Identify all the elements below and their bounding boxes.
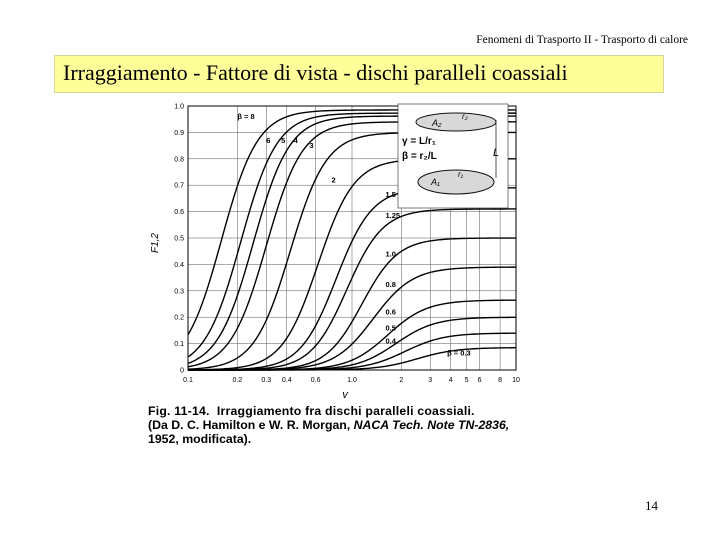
x-tick-label: 0.3: [261, 377, 272, 384]
caption-source: (Da D. C. Hamilton e W. R. Morgan,: [148, 418, 354, 432]
y-tick-label: 0.1: [174, 341, 184, 349]
label-a1: A₁: [431, 177, 440, 187]
x-tick-label: 0.1: [183, 377, 193, 384]
curve-label: 3: [309, 141, 314, 151]
caption-title: Irraggiamento fra dischi paralleli coassiali.: [216, 404, 475, 418]
caption-source-italic: NACA Tech. Note TN-2836,: [353, 418, 510, 432]
curve-label: β = 8: [237, 112, 255, 122]
eq-beta: β = r₂/L: [402, 151, 437, 162]
curve-label: 0.5: [385, 323, 396, 333]
x-tick-label: 6: [477, 377, 482, 384]
x-tick-label: 4: [448, 377, 453, 384]
y-tick-label: 0.7: [174, 182, 184, 190]
figure: [140, 98, 540, 398]
x-tick-label: 0.6: [310, 377, 321, 384]
label-r2: r₂: [462, 112, 468, 121]
x-tick-label: 5: [464, 377, 469, 384]
curve-label: 1.5: [385, 190, 396, 200]
y-axis-label: F1,2: [150, 232, 161, 254]
curve-label: 6: [266, 135, 271, 145]
caption-source-end: 1952, modificata).: [148, 432, 252, 446]
eq-gamma: γ = L/r₁: [402, 136, 436, 147]
x-tick-label: 10: [512, 377, 520, 384]
x-tick-label: 8: [498, 377, 503, 384]
x-axis-label: γ: [342, 389, 348, 398]
curve-label: 5: [281, 135, 286, 145]
y-tick-label: 0.4: [174, 261, 184, 269]
page-number: 14: [645, 498, 658, 513]
caption-label: Fig. 11-14.: [148, 404, 210, 418]
slide-title: Irraggiamento - Fattore di vista - dischi paralleli coassiali: [63, 60, 568, 85]
y-tick-label: 1.0: [174, 103, 184, 111]
label-a2: A₂: [432, 118, 442, 128]
disk-a2-shape: [416, 113, 496, 131]
title-bar: [54, 55, 664, 93]
y-tick-label: 0.6: [174, 209, 184, 217]
x-tick-label: 0.4: [281, 377, 292, 384]
figure-caption: [148, 404, 548, 446]
label-r1: r₁: [458, 170, 464, 179]
curve-label: 1.25: [385, 211, 401, 221]
y-tick-label: 0.9: [174, 129, 184, 137]
curve-label: 0.4: [385, 336, 396, 346]
curve-label: 1.0: [385, 249, 396, 259]
label-l: L: [493, 147, 500, 159]
y-tick-label: 0.2: [174, 314, 184, 322]
x-tick-label: 2: [399, 377, 404, 384]
x-tick-label: 0.2: [232, 377, 243, 384]
curve-label: 4: [293, 135, 298, 145]
y-tick-label: 0.5: [174, 235, 184, 243]
x-tick-label: 3: [428, 377, 433, 384]
curve-label: 0.8: [385, 279, 396, 289]
inset-diagram: [398, 104, 508, 208]
course-header: Fenomeni di Trasporto II - Trasporto di calore: [476, 34, 688, 46]
curve-label: β = 0.3: [447, 348, 471, 358]
disk-a1-shape: [418, 170, 494, 194]
curve-label: 2: [331, 175, 336, 185]
x-tick-label: 1.0: [347, 377, 357, 384]
y-tick-label: 0.8: [174, 156, 184, 164]
view-factor-chart: [140, 98, 540, 398]
curve-label: 0.6: [385, 307, 396, 317]
y-tick-label: 0.3: [174, 288, 184, 296]
y-tick-label: 0: [180, 367, 184, 375]
